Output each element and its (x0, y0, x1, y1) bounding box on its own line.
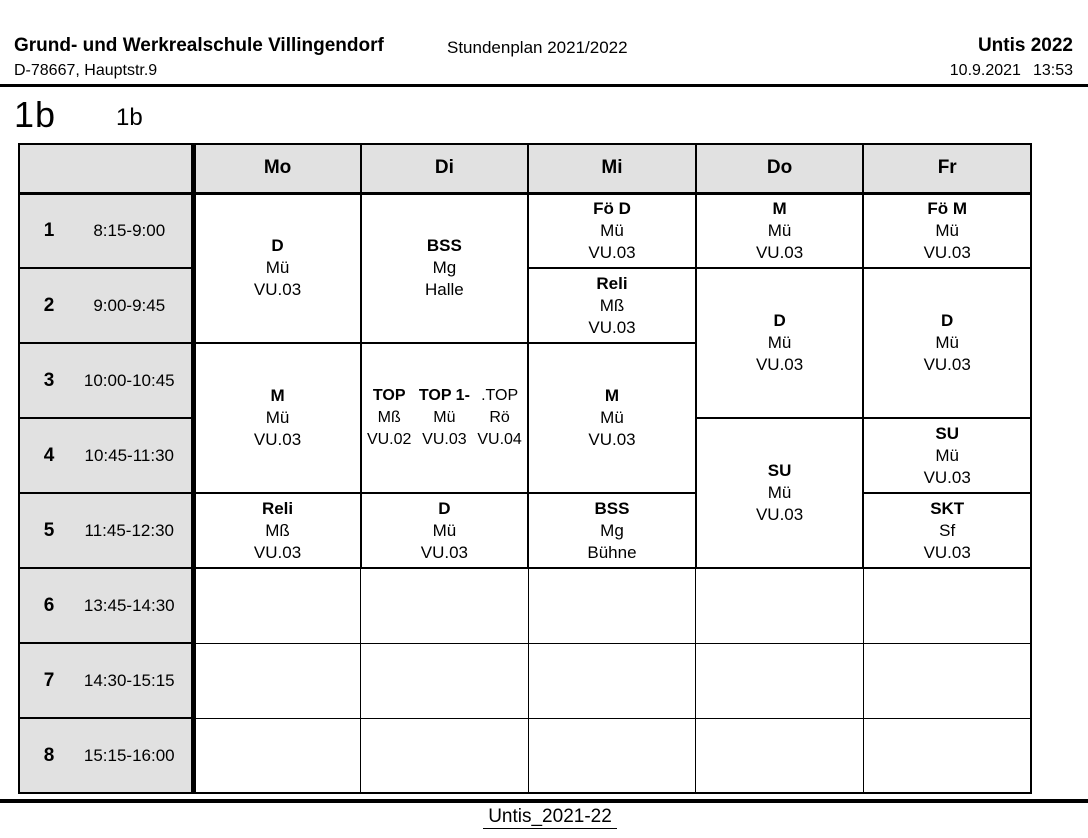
period-number: 5 (43, 519, 55, 541)
period-time: 10:45-11:30 (84, 445, 174, 465)
lesson-room: VU.03 (422, 431, 467, 448)
header-divider-rule (0, 84, 1088, 87)
empty-cell (361, 568, 529, 643)
lesson-room: VU.03 (588, 430, 636, 449)
lesson-room: VU.03 (588, 242, 636, 262)
class-long-name: 1b (116, 104, 143, 131)
empty-cell (863, 643, 1031, 718)
lesson-subject: SU (935, 423, 959, 443)
lesson-room: VU.03 (923, 542, 971, 562)
lesson-room: VU.03 (923, 467, 971, 487)
empty-cell (361, 718, 529, 793)
empty-cell (528, 568, 696, 643)
class-short-name: 1b (14, 94, 57, 135)
lesson-teacher: Mß (377, 409, 401, 426)
lesson-room: VU.03 (755, 242, 804, 262)
period-cell-7 (19, 643, 193, 718)
day-header-mo: Mo (193, 144, 361, 193)
period-time: 9:00-9:45 (93, 295, 166, 315)
empty-cell (863, 718, 1031, 793)
lesson-subject: BSS (426, 236, 462, 256)
period-cell-1 (19, 193, 193, 268)
period-cell-6 (19, 568, 193, 643)
lesson-cell (696, 418, 864, 568)
lesson-subject: M (270, 386, 285, 405)
header-print-date: 10.9.2021 (949, 62, 1021, 79)
lesson-subject: Reli (261, 498, 294, 518)
lesson-teacher: Mg (600, 520, 624, 540)
lesson-room: VU.03 (420, 542, 469, 562)
period-time: 15:15-16:00 (83, 745, 175, 765)
lesson-cell (863, 193, 1031, 268)
lesson-cell (361, 193, 529, 343)
lesson-cell (193, 193, 361, 343)
lesson-subject: Reli (596, 273, 628, 293)
day-header-mi: Mi (528, 144, 696, 193)
lesson-subject: M (604, 386, 620, 405)
lesson-subject: SKT (930, 498, 965, 518)
period-number: 4 (43, 444, 55, 466)
day-header-fr: Fr (863, 144, 1031, 193)
lesson-group (417, 385, 472, 451)
header-address: D-78667, Hauptstr.9 (14, 62, 158, 79)
lesson-subject: D (271, 236, 284, 256)
footer-divider-rule (0, 799, 1088, 803)
lesson-room: VU.03 (253, 542, 302, 562)
empty-cell (528, 643, 696, 718)
lesson-teacher: Mg (432, 258, 457, 278)
lesson-teacher: Mü (767, 333, 792, 352)
period-cell-3 (19, 343, 193, 418)
lesson-room: Halle (425, 280, 464, 300)
lesson-teacher: Mü (767, 220, 792, 240)
lesson-subject: SU (767, 461, 792, 480)
empty-cell (696, 643, 864, 718)
lesson-teacher: Rö (489, 409, 510, 426)
empty-cell (696, 718, 864, 793)
lesson-teacher: Mü (600, 408, 624, 427)
lesson-cell (528, 268, 696, 343)
lesson-cell (863, 268, 1031, 418)
lesson-cell (863, 493, 1031, 568)
lesson-room: Bühne (587, 542, 637, 562)
lesson-teacher: Mü (433, 409, 456, 426)
lesson-room: VU.03 (253, 280, 302, 300)
lesson-teacher: Mü (767, 483, 792, 502)
empty-cell (361, 643, 529, 718)
period-cell-5 (19, 493, 193, 568)
lesson-subject: D (941, 311, 954, 330)
lesson-room: VU.03 (923, 242, 971, 262)
lesson-subject: .TOP (481, 387, 519, 404)
lesson-subject: Fö D (593, 198, 631, 218)
footer-schedule-name (18, 806, 1082, 828)
lesson-cell (528, 343, 696, 493)
lesson-cell (696, 193, 864, 268)
lesson-room: VU.03 (253, 430, 302, 449)
lesson-group (362, 385, 417, 451)
period-time: 13:45-14:30 (83, 595, 175, 615)
empty-cell (193, 718, 361, 793)
lesson-cell (528, 193, 696, 268)
lesson-subject: M (772, 198, 787, 218)
header-print-time: 13:53 (1032, 62, 1073, 79)
period-cell-2 (19, 268, 193, 343)
lesson-teacher: Sf (939, 520, 956, 540)
period-time: 10:00-10:45 (83, 370, 175, 390)
timetable-grid (18, 143, 1032, 794)
lesson-cell (863, 418, 1031, 493)
lesson-cell (361, 343, 529, 493)
lesson-room: VU.03 (923, 355, 971, 374)
lesson-groups (362, 385, 528, 451)
header-school-name: Grund- und Werkrealschule Villingendorf (14, 35, 384, 56)
empty-cell (193, 568, 361, 643)
lesson-cell (361, 493, 529, 568)
period-time: 11:45-12:30 (84, 520, 174, 540)
lesson-subject: TOP (372, 387, 406, 404)
lesson-room: VU.02 (366, 431, 412, 448)
lesson-subject: BSS (594, 498, 630, 518)
empty-cell (193, 643, 361, 718)
lesson-group (472, 385, 527, 451)
lesson-teacher: Mü (265, 408, 290, 427)
lesson-room: VU.04 (477, 431, 522, 448)
lesson-room: VU.03 (588, 317, 636, 337)
lesson-subject: D (438, 498, 451, 518)
empty-cell (528, 718, 696, 793)
period-time: 14:30-15:15 (83, 670, 175, 690)
period-number: 7 (43, 669, 55, 691)
lesson-teacher: Mü (600, 220, 624, 240)
period-time: 8:15-9:00 (93, 220, 166, 240)
timetable-corner-cell (19, 144, 193, 193)
footer-schedule-name-text: Untis_2021-22 (483, 806, 617, 829)
header-plan-title: Stundenplan 2021/2022 (447, 38, 628, 57)
lesson-teacher: Mü (432, 520, 457, 540)
lesson-cell (528, 493, 696, 568)
header-print-datetime (950, 62, 1073, 80)
period-number: 1 (43, 219, 55, 241)
lesson-teacher: Mü (935, 220, 959, 240)
lesson-cell (193, 343, 361, 493)
lesson-room: VU.03 (755, 505, 804, 524)
period-number: 6 (43, 594, 55, 616)
period-cell-4 (19, 418, 193, 493)
day-header-di: Di (361, 144, 529, 193)
lesson-room: VU.03 (755, 355, 804, 374)
lesson-teacher: Mß (265, 520, 290, 540)
lesson-subject: Fö M (927, 198, 968, 218)
period-number: 8 (43, 744, 55, 766)
header-product-name: Untis 2022 (977, 35, 1073, 56)
empty-cell (696, 568, 864, 643)
empty-cell (863, 568, 1031, 643)
lesson-teacher: Mü (265, 258, 290, 278)
lesson-subject: D (773, 311, 786, 330)
lesson-teacher: Mü (935, 445, 959, 465)
period-number: 3 (43, 369, 55, 391)
lesson-cell (696, 268, 864, 418)
lesson-subject: TOP 1- (418, 387, 470, 404)
lesson-teacher: Mü (935, 333, 959, 352)
period-number: 2 (43, 294, 55, 316)
day-header-do: Do (696, 144, 864, 193)
period-cell-8 (19, 718, 193, 793)
lesson-teacher: Mß (599, 295, 625, 315)
lesson-cell (193, 493, 361, 568)
